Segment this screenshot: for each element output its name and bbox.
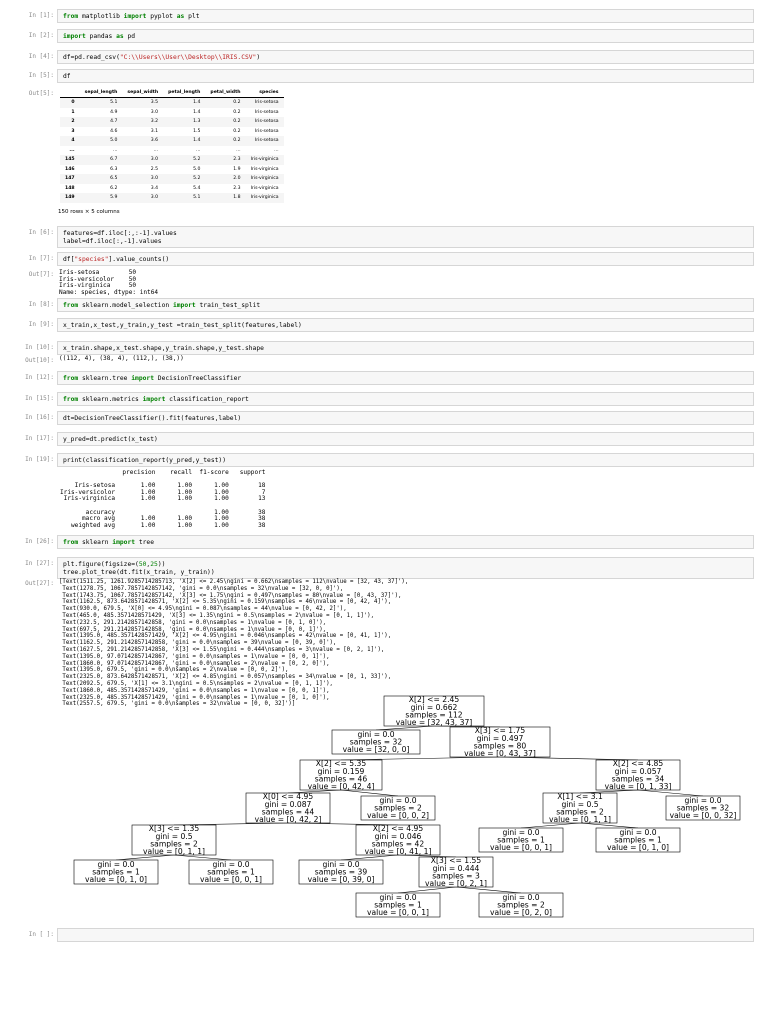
dataframe-column-header: sepal_length — [80, 88, 123, 98]
code-token: matplotlib — [78, 13, 124, 20]
code-token: import — [112, 539, 136, 546]
tree-node-label: gini = 0.0 — [357, 730, 395, 739]
table-cell: 2.3 — [233, 157, 241, 163]
code-token: , — [146, 561, 151, 568]
tree-node-label: samples = 1 — [207, 867, 255, 877]
cell-prompt: In [9]: — [28, 321, 54, 328]
tree-node — [132, 824, 216, 856]
table-cell: 5.2 — [193, 157, 201, 163]
table-cell: ... — [153, 147, 159, 153]
row-index: 149 — [65, 195, 75, 201]
code-token: sklearn — [78, 539, 113, 546]
tree-node-label: samples = 1 — [92, 867, 140, 877]
table-cell: Iris-setosa — [254, 109, 279, 115]
code-token: df[ — [63, 256, 75, 263]
tree-node-label: value = [0, 42, 2] — [254, 815, 322, 824]
table-cell: ... — [236, 147, 241, 153]
table-cell: 0.2 — [233, 109, 241, 115]
code-token: 50 — [138, 561, 147, 568]
tree-node-label: samples = 46 — [314, 774, 368, 784]
tree-node-label: X[2] <= 2.45 — [408, 695, 460, 705]
classification-report-output: precision recall f1-score support Iris-setosa 1.00 1.00 1.00 18 Iris-versicolor 1.00 1.00 1.00 7 Iris-virginica 1.00 1.00 1.00 13 accuracy 1.00 38 macro avg 1.00 1.00 1.00 38 weighted avg 1.00 1.00 1.00 38 — [60, 469, 266, 529]
table-cell: Iris-setosa — [254, 119, 279, 125]
tree-node-label: gini = 0.0 — [502, 828, 540, 837]
table-cell: 3.6 — [150, 138, 159, 144]
code-token: 25 — [150, 561, 158, 568]
tree-node-label: value = [0, 1, 1] — [548, 815, 612, 824]
code-token: ) — [256, 54, 261, 61]
table-cell: 4.6 — [110, 128, 118, 134]
tree-node — [479, 828, 563, 852]
tree-node-label: value = [32, 43, 37] — [395, 718, 473, 727]
table-cell: Iris-setosa — [254, 138, 279, 144]
cell-prompt: In [16]: — [25, 414, 54, 421]
dataframe-column-header: petal_width — [205, 88, 245, 98]
out-prompt-5: Out[5]: — [28, 90, 54, 97]
table-cell: 1.4 — [193, 100, 201, 106]
tree-node-label: X[2] <= 4.95 — [372, 824, 424, 834]
code-token: pd — [123, 33, 136, 40]
table-cell: 3.0 — [150, 176, 159, 182]
table-cell: 1.9 — [233, 166, 241, 172]
table-cell: 2.5 — [150, 166, 159, 172]
cell-prompt: In [15]: — [25, 395, 54, 402]
out-prompt-10: Out[10]: — [25, 357, 54, 364]
code-token: y_pred=dt.predict(x_test) — [63, 436, 158, 443]
tree-node-label: gini = 0.497 — [476, 733, 524, 743]
table-cell: 0.2 — [233, 128, 241, 134]
code-token: plt.figure(figsize=( — [63, 561, 139, 568]
plot-tree-text-output: [Text(1511.25, 1261.9285714285713, 'X[2] <= 2.45\ngini = 0.662\nsamples = 112\nvalue = [32, 43, 37]'), Text(1278.75, 1067.7857142857142, 'gini = 0.0\nsamples = 32\nvalue = [32, 0, 0]'), Text(1743.75, 1067.7857142857142, 'X[3] <= 1.75\ngini = 0.497\nsamples = 80\nvalue = [0, 43, 37]'), Text(1162.5, 873.6428571428571, 'X[2] <= 5.35\ngini = 0.159\nsamples = 46\nvalue = [0, 42, 4]'), Text(930.0, 679.5, 'X[0] <= 4.95\ngini = 0.087\nsamples = 44\nvalue = [0, 42, 2]'), Text(465.0, 485.3571428571429, 'X[3] <= 1.35\ngini = 0.5\nsamples = 2\nvalue = [0, 1, 1]'), Text(232.5, 291.2142857142858, 'gini = 0.0\nsamples = 1\nvalue = [0, 1, 0]'), Text(697.5, 291.2142857142858, 'gini = 0.0\nsamples = 1\nvalue = [0, 0, 1]'), Text(1395.0, 485.3571428571429, 'X[2] <= 4.95\ngini = 0.046\nsamples = 42\nvalue = [0, 41, 1]'), Text(1162.5, 291.2142857142858, 'gini = 0.0\nsamples = 39\nvalue = [0, 39, 0]'), Text(1627.5, 291.2142857142858, 'X[3] <= 1.55\ngini = 0.444\nsamples = 3\nvalue = [0, 2, 1]'), Text(1395.0, 97.07142857142867, 'gini = 0.0\nsamples = 1\nvalue = [0, 0, 1]'), Text(1860.0, 97.07142857142867, 'gini = 0.0\nsamples = 2\nvalue = [0, 2, 0]'), Text(1395.0, 679.5, 'gini = 0.0\nsamples = 2\nvalue = [0, 0, 2]'), Text(2325.0, 873.6428571428571, 'X[2] <= 4.85\ngini = 0.057\nsamples = 34\nvalue = [0, 1, 33]'), Text(2092.5, 679.5, 'X[1] <= 3.1\ngini = 0.5\nsamples = 2\nvalue = [0, 1, 1]'), Text(1860.0, 485.3571428571429, 'gini = 0.0\nsamples = 1\nvalue = [0, 0, 1]'), Text(2325.0, 485.3571428571429, 'gini = 0.0\nsamples = 1\nvalue = [0, 1, 0]'), Text(2557.5, 679.5, 'gini = 0.0\nsamples = 32\nvalue = [0, 0, 32]')] — [59, 579, 409, 708]
table-cell: 6.2 — [110, 185, 118, 191]
tree-node-label: X[2] <= 4.85 — [612, 759, 664, 769]
table-cell: 1.8 — [233, 195, 241, 201]
cell-prompt: In [ ]: — [28, 931, 54, 938]
code-token: sklearn.model_selection — [78, 302, 173, 309]
tree-node-label: gini = 0.0 — [619, 828, 657, 837]
code-token: tree — [135, 539, 155, 546]
tree-node-label: gini = 0.0 — [379, 796, 417, 805]
tree-node-label: samples = 2 — [556, 807, 604, 817]
tree-node — [356, 824, 440, 856]
code-token: features=df.iloc[:,:-1].values label=df.iloc[:,-1].values — [63, 230, 177, 245]
tree-node — [596, 759, 680, 791]
tree-node-label: samples = 39 — [314, 867, 368, 877]
code-token: from — [63, 13, 79, 20]
out-prompt-7: Out[7]: — [28, 271, 54, 278]
code-token: "C:\\Users\\User\\Desktop\\IRIS.CSV" — [119, 54, 257, 61]
tree-node — [246, 792, 330, 824]
table-cell: Iris-virginica — [250, 157, 279, 163]
table-cell: 2.3 — [233, 185, 241, 191]
table-cell: 3.0 — [150, 157, 159, 163]
tree-node-label: value = [0, 0, 1] — [199, 875, 263, 885]
tree-node-label: gini = 0.0 — [322, 860, 360, 869]
tree-node — [450, 726, 550, 758]
cell-prompt: In [26]: — [25, 538, 54, 545]
row-index: ... — [69, 147, 75, 153]
table-cell: 5.2 — [193, 176, 201, 182]
table-cell: 6.3 — [110, 166, 118, 172]
code-token: x_train.shape,x_test.shape,y_train.shape,y_test.shape — [63, 345, 264, 352]
table-cell: Iris-setosa — [254, 128, 279, 134]
table-cell: 3.2 — [150, 119, 159, 125]
cell-prompt: In [10]: — [25, 344, 54, 351]
table-cell: ... — [113, 147, 118, 153]
tree-node-label: gini = 0.159 — [317, 766, 365, 776]
table-cell: 5.1 — [193, 195, 201, 201]
table-cell: 4.9 — [110, 109, 118, 115]
cell-prompt: In [2]: — [28, 32, 54, 39]
tree-node-label: value = [0, 41, 1] — [364, 847, 432, 856]
tree-node-label: gini = 0.5 — [561, 799, 599, 809]
code-token: DecisionTreeClassifier — [154, 375, 242, 382]
tree-node-label: value = [0, 1, 0] — [606, 843, 670, 853]
table-cell: 5.0 — [110, 138, 118, 144]
tree-node — [299, 860, 383, 884]
tree-node-label: samples = 1 — [614, 835, 662, 845]
cell-prompt: In [8]: — [28, 301, 54, 308]
tree-node-label: gini = 0.0 — [212, 860, 250, 869]
table-cell: Iris-virginica — [250, 195, 279, 201]
row-index: 148 — [65, 185, 75, 191]
code-token: import — [131, 375, 154, 382]
tree-node — [332, 730, 420, 754]
tree-node-label: samples = 1 — [374, 900, 422, 910]
table-cell: 4.7 — [110, 119, 118, 125]
tree-node-label: samples = 2 — [374, 803, 422, 813]
tree-node-label: gini = 0.087 — [264, 799, 312, 809]
tree-node-label: value = [0, 1, 33] — [604, 782, 672, 791]
tree-node-label: samples = 1 — [497, 835, 545, 845]
table-cell: 1.4 — [193, 109, 201, 115]
tree-node — [300, 759, 382, 791]
table-cell: 3.4 — [150, 185, 159, 191]
tree-node-label: samples = 80 — [473, 741, 527, 751]
code-token: as — [176, 13, 185, 20]
tree-node-label: value = [0, 2, 0] — [489, 908, 553, 918]
table-cell: Iris-virginica — [250, 176, 279, 182]
tree-node-label: gini = 0.662 — [410, 702, 458, 712]
table-cell: Iris-virginica — [250, 166, 279, 172]
table-cell: 1.4 — [193, 138, 201, 144]
tree-node-label: gini = 0.0 — [97, 860, 135, 869]
table-cell: 1.3 — [193, 119, 201, 125]
code-token: from — [63, 375, 79, 382]
tree-node-label: value = [0, 0, 1] — [366, 908, 430, 918]
code-token: df=pd.read_csv( — [63, 54, 120, 61]
tree-node-label: samples = 3 — [432, 871, 480, 881]
tree-node-label: value = [0, 2, 1] — [424, 879, 488, 888]
row-index: 147 — [65, 176, 75, 182]
table-cell: 3.5 — [150, 100, 159, 106]
code-token: print(classification_report(y_pred,y_test)) — [63, 457, 227, 464]
tree-node-label: value = [32, 0, 0] — [342, 745, 410, 755]
tree-node — [419, 856, 493, 888]
cell-prompt: In [27]: — [25, 560, 54, 567]
table-cell: 3.1 — [150, 128, 159, 134]
row-index: 4 — [71, 138, 75, 144]
dataframe-column-header: petal_length — [163, 88, 205, 98]
tree-node-label: samples = 32 — [676, 803, 730, 813]
table-cell: 0.2 — [233, 100, 241, 106]
table-cell: 3.0 — [150, 109, 159, 115]
table-cell: Iris-setosa — [254, 100, 279, 106]
table-cell: 0.2 — [233, 138, 241, 144]
tree-node-label: value = [0, 43, 37] — [464, 749, 536, 758]
tree-node-label: samples = 2 — [150, 839, 198, 849]
tree-node-label: X[0] <= 4.95 — [262, 792, 314, 802]
row-index: 145 — [65, 157, 75, 163]
tree-node — [384, 695, 484, 727]
tree-node-label: X[1] <= 3.1 — [557, 792, 603, 802]
code-token: classification_report — [165, 396, 249, 403]
code-token: as — [116, 33, 124, 40]
tree-node-label: samples = 112 — [405, 710, 463, 720]
tree-node-label: value = [0, 0, 2] — [366, 811, 430, 821]
tree-node-label: samples = 32 — [349, 737, 403, 747]
code-token: dt=DecisionTreeClassifier().fit(features,label) — [63, 415, 242, 422]
tree-node — [596, 828, 680, 852]
code-token: df — [63, 73, 71, 80]
tree-node — [543, 792, 617, 824]
cell-prompt: In [19]: — [25, 456, 54, 463]
cell-prompt: In [6]: — [28, 229, 54, 236]
tree-node-label: samples = 44 — [261, 807, 315, 817]
row-index: 3 — [71, 128, 75, 134]
tree-node-label: value = [0, 0, 32] — [669, 811, 737, 821]
table-cell: 5.1 — [110, 100, 118, 106]
table-cell: 1.5 — [193, 128, 201, 134]
table-cell: 0.2 — [233, 119, 241, 125]
out-prompt-27: Out[27]: — [25, 580, 54, 587]
tree-node-label: X[3] <= 1.35 — [148, 824, 200, 834]
row-index: 146 — [65, 166, 75, 172]
code-token: pandas — [85, 33, 117, 40]
dataframe-column-header: species — [246, 88, 284, 98]
tree-node-label: value = [0, 1, 1] — [142, 847, 206, 856]
tree-node-label: value = [0, 39, 0] — [307, 875, 375, 885]
code-token: )) tree.plot_tree(dt.fit(x_train, y_train)) — [63, 561, 215, 576]
cell-prompt: In [7]: — [28, 255, 54, 262]
tree-node-label: gini = 0.0 — [684, 796, 722, 805]
code-token: pyplot — [146, 13, 177, 20]
table-cell: 3.0 — [150, 195, 159, 201]
tree-node — [189, 860, 273, 884]
code-token: ].value_counts() — [108, 256, 170, 263]
tree-node-label: gini = 0.057 — [614, 766, 662, 776]
table-cell: ... — [196, 147, 201, 153]
table-cell: 5.4 — [193, 185, 201, 191]
row-index: 0 — [71, 100, 75, 106]
table-cell: 5.0 — [193, 166, 201, 172]
tree-node-label: gini = 0.046 — [374, 831, 422, 841]
table-cell: 2.0 — [233, 176, 241, 182]
cell-prompt: In [5]: — [28, 72, 54, 79]
code-token: import — [63, 33, 86, 40]
tree-node-label: samples = 34 — [611, 774, 665, 784]
code-token: from — [63, 396, 79, 403]
dataframe-shape: 150 rows × 5 columns — [58, 209, 120, 215]
code-token: train_test_split — [195, 302, 261, 309]
table-cell: ... — [274, 147, 279, 153]
tree-node — [74, 860, 158, 884]
code-token: from — [63, 302, 79, 309]
cell-prompt: In [12]: — [25, 374, 54, 381]
code-token: import — [172, 302, 196, 309]
code-token: import — [123, 13, 147, 20]
tree-node — [479, 893, 563, 917]
code-token: plt — [184, 13, 200, 20]
cell-prompt: In [1]: — [28, 12, 54, 19]
code-token: x_train,x_test,y_train,y_test =train_test_split(features,label) — [63, 322, 302, 329]
code-token: sklearn.metrics — [78, 396, 143, 403]
tree-node — [361, 796, 435, 820]
tree-node — [356, 893, 440, 917]
row-index: 1 — [71, 109, 75, 115]
tree-node-label: X[2] <= 5.35 — [315, 759, 367, 769]
tree-node-label: gini = 0.5 — [155, 831, 193, 841]
row-index: 2 — [71, 119, 75, 125]
code-token: "species" — [74, 256, 109, 263]
tree-node-label: X[3] <= 1.55 — [430, 856, 482, 866]
tree-node-label: gini = 0.0 — [379, 893, 417, 902]
table-cell: Iris-virginica — [250, 185, 279, 191]
table-cell: 6.5 — [110, 176, 118, 182]
tree-node — [666, 796, 740, 820]
cell-prompt: In [17]: — [25, 435, 54, 442]
dataframe-column-header: sepal_width — [122, 88, 163, 98]
tree-node-label: value = [0, 1, 0] — [84, 875, 148, 885]
shapes-output: ((112, 4), (38, 4), (112,), (38,)) — [59, 355, 184, 362]
tree-node-label: value = [0, 0, 1] — [489, 843, 553, 853]
tree-node-label: samples = 2 — [497, 900, 545, 910]
value-counts-output: Iris-setosa 50 Iris-versicolor 50 Iris-virginica 50 Name: species, dtype: int64 — [59, 269, 159, 296]
tree-node-label: X[3] <= 1.75 — [474, 726, 526, 736]
table-cell: 5.9 — [110, 195, 118, 201]
tree-node-label: value = [0, 42, 4] — [307, 782, 375, 791]
code-token: from — [63, 539, 79, 546]
tree-node-label: samples = 42 — [371, 839, 425, 849]
code-token: sklearn.tree — [78, 375, 132, 382]
table-cell: 6.7 — [110, 157, 118, 163]
tree-node-label: gini = 0.0 — [502, 893, 540, 902]
cell-prompt: In [4]: — [28, 53, 54, 60]
code-token: import — [142, 396, 166, 403]
tree-node-label: gini = 0.444 — [432, 863, 480, 873]
